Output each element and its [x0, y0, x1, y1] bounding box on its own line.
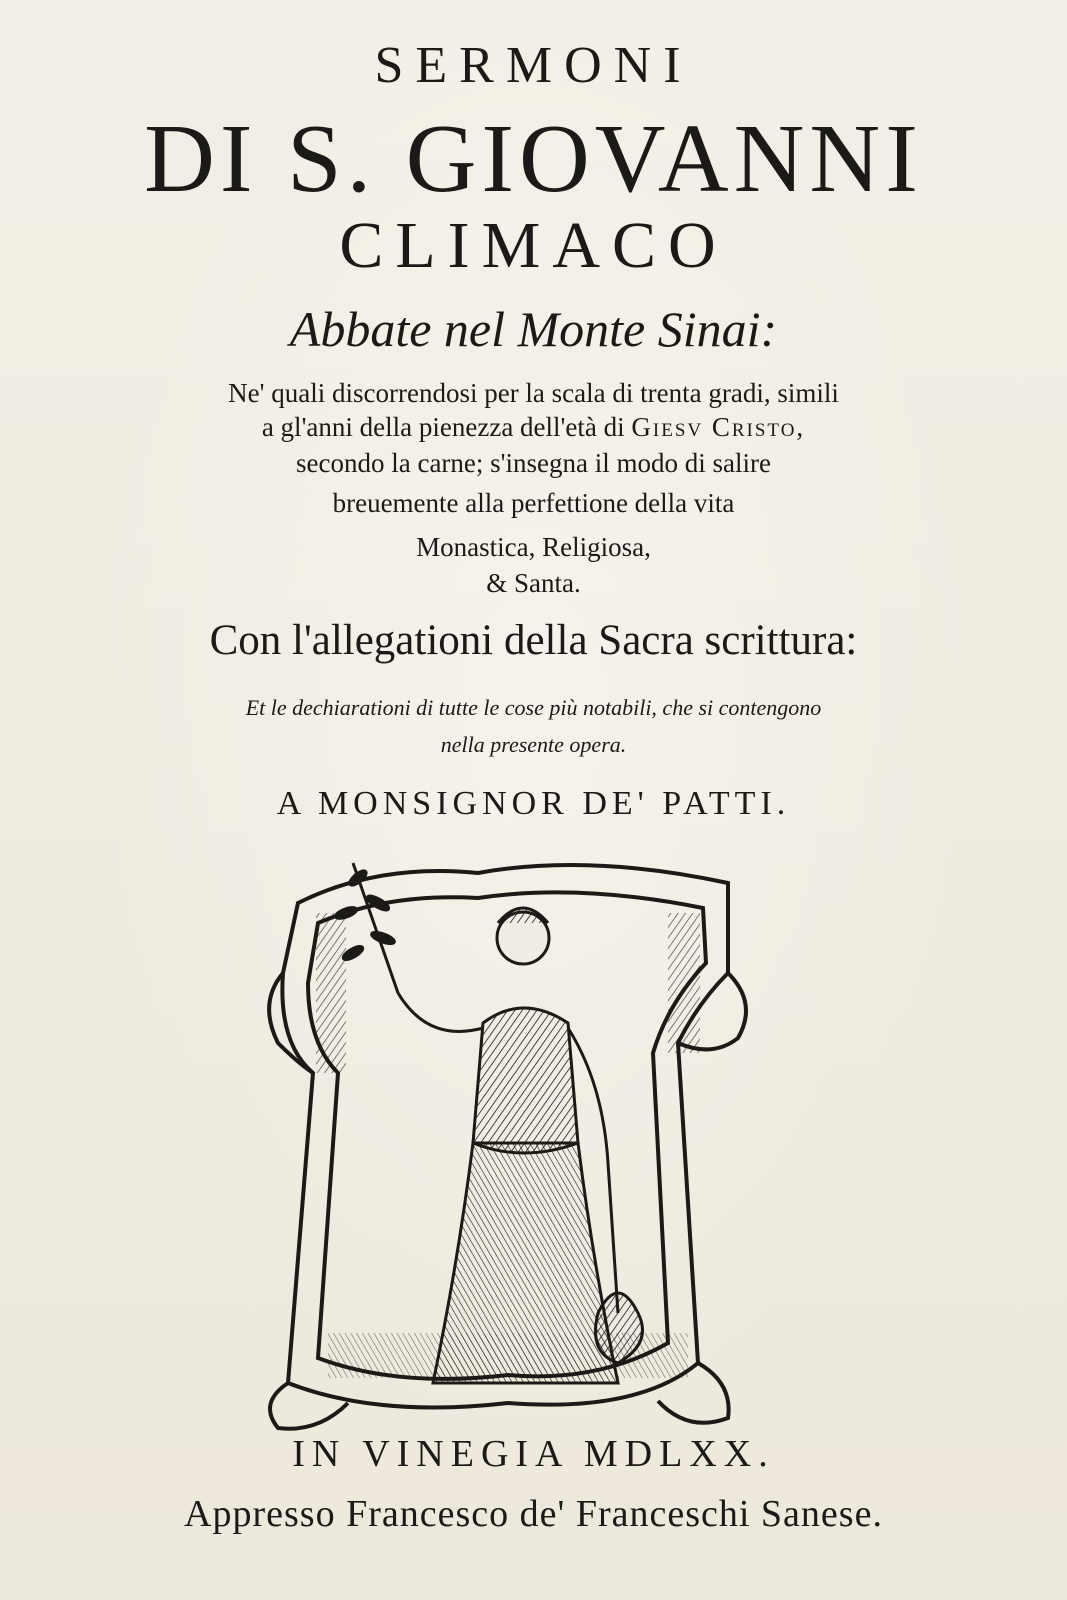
title-line-saint-name: DI S. GIOVANNI [144, 105, 923, 213]
description-line-4: breuemente alla perfettione della vita [332, 488, 735, 518]
allegorical-figure [398, 908, 643, 1383]
title-line-sermoni: SERMONI [374, 37, 693, 94]
printers-device-woodcut [258, 843, 758, 1433]
description-line-3: secondo la carne; s'insegna il modo di salire [296, 448, 771, 478]
description-line-5: Monastica, Religiosa, [416, 532, 651, 562]
description-line-1: Ne' quali discorrendosi per la scala di trenta gradi, simili [228, 378, 839, 408]
title-line-climaco: CLIMACO [339, 209, 728, 282]
dedication-line: A MONSIGNOR DE' PATTI. [276, 785, 791, 822]
description-line-6: & Santa. [486, 568, 581, 598]
subtitle-abbate: Abbate nel Monte Sinai: [289, 301, 778, 357]
opera-line: nella presente opera. [440, 732, 627, 757]
description-line-2 [0, 412, 1067, 442]
description-line-2-text: a gl'anni della pienezza dell'età di [261, 412, 625, 442]
allegationi-line: Con l'allegationi della Sacra scrittura: [209, 617, 858, 664]
imprint-printer: Appresso Francesco de' Franceschi Sanese. [184, 1493, 883, 1535]
description-line-2-name: Giesv Cristo, [631, 412, 806, 442]
dechiarationi-line: Et le dechiarationi di tutte le cose più notabili, che si contengono [245, 695, 822, 720]
imprint-place-date: IN VINEGIA MDLXX. [292, 1433, 775, 1475]
